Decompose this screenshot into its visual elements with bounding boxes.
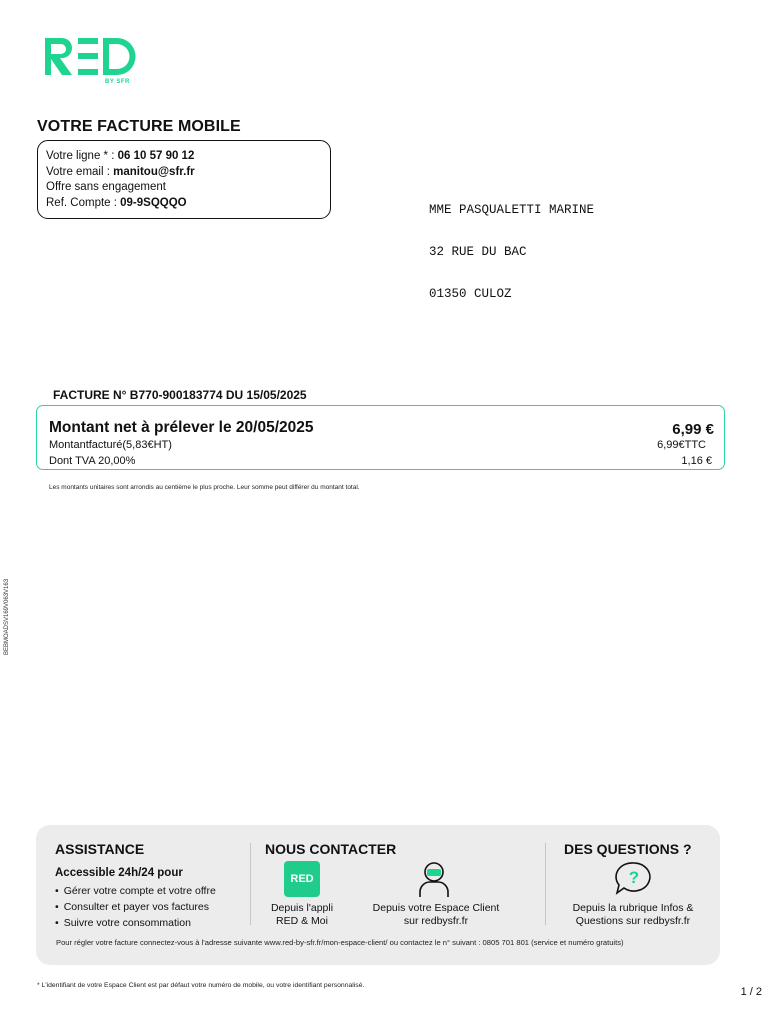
account-info-box [37, 140, 331, 219]
app-caption-line: Depuis l'appli [270, 902, 334, 914]
address-line: 01350 CULOZ [429, 287, 512, 301]
page-title: VOTRE FACTURE MOBILE [37, 118, 241, 135]
page-number: 1 / 2 [740, 986, 762, 998]
assistance-title: ASSISTANCE [55, 841, 145, 857]
phone-line-row [46, 149, 330, 165]
phone-line-value: 06 10 57 90 12 [117, 150, 195, 162]
recipient-address [429, 175, 594, 315]
list-item: • Consulter et payer vos factures [55, 899, 216, 915]
question-bubble-icon[interactable] [614, 860, 654, 903]
panel-divider [250, 843, 251, 925]
questions-caption-line: Depuis la rubrique Infos & [572, 902, 694, 914]
client-caption-line: Depuis votre Espace Client [372, 902, 500, 914]
email-value: manitou@sfr.fr [113, 165, 195, 178]
side-reference-code: BEBMOADSV169V063V163 [4, 578, 10, 655]
amount-summary-box [36, 405, 725, 470]
red-app-icon-text: RED [290, 873, 314, 885]
red-app-icon[interactable] [284, 861, 320, 897]
red-by-sfr-logo [42, 34, 142, 90]
list-item: • Gérer votre compte et votre offre [55, 883, 216, 899]
email-row [46, 165, 330, 181]
app-contact-caption [258, 902, 346, 928]
account-ref-label: Ref. Compte : [46, 196, 121, 209]
email-label: Votre email : [46, 165, 114, 178]
offer-row: Offre sans engagement [46, 181, 166, 193]
svg-text:?: ? [628, 868, 640, 887]
client-space-caption [362, 902, 510, 928]
app-caption-line: RED & Moi [276, 915, 328, 927]
tva-label: Dont TVA 20,00% [49, 455, 136, 467]
billed-amount-label: Montantfacturé(5,83€HT) [49, 439, 172, 451]
user-account-icon[interactable] [417, 860, 451, 903]
amount-title: Montant net à prélever le 20/05/2025 [49, 419, 314, 436]
client-caption-line: sur redbysfr.fr [403, 915, 469, 927]
account-ref-row [46, 196, 330, 212]
address-line: 32 RUE DU BAC [429, 245, 527, 259]
account-ref-value: 09-9SQQQO [120, 196, 187, 209]
rounding-note: Les montants unitaires sont arrondis au centième le plus proche. Leur somme peut différer du montant total. [49, 484, 360, 491]
assistance-list [55, 883, 216, 931]
amount-total: 6,99 € [672, 421, 714, 438]
footnote: * L'identifiant de votre Espace Client est par défaut votre numéro de mobile, ou votre identifiant personnalisé. [37, 982, 365, 989]
billed-amount-value: 6,99€TTC [657, 439, 706, 451]
tva-value: 1,16 € [681, 455, 712, 467]
questions-caption [558, 902, 708, 928]
address-line: MME PASQUALETTI MARINE [429, 203, 595, 217]
payment-instructions: Pour régler votre facture connectez-vous à l'adresse suivante www.red-by-sfr.fr/mon-espace-client/ ou contactez le n° suivant : 0805 701 801 (service et numéro gratuits) [56, 938, 624, 947]
panel-divider [545, 843, 546, 925]
questions-title: DES QUESTIONS ? [564, 841, 692, 857]
invoice-number: FACTURE N° B770-900183774 DU 15/05/2025 [53, 388, 307, 402]
assistance-subtitle: Accessible 24h/24 pour [55, 867, 183, 879]
phone-line-label: Votre ligne * : [46, 150, 118, 162]
list-item: • Suivre votre consommation [55, 915, 216, 931]
contact-title: NOUS CONTACTER [265, 841, 397, 857]
questions-caption-line: Questions sur redbysfr.fr [575, 915, 691, 927]
logo-subtext: BY SFR [105, 79, 130, 85]
